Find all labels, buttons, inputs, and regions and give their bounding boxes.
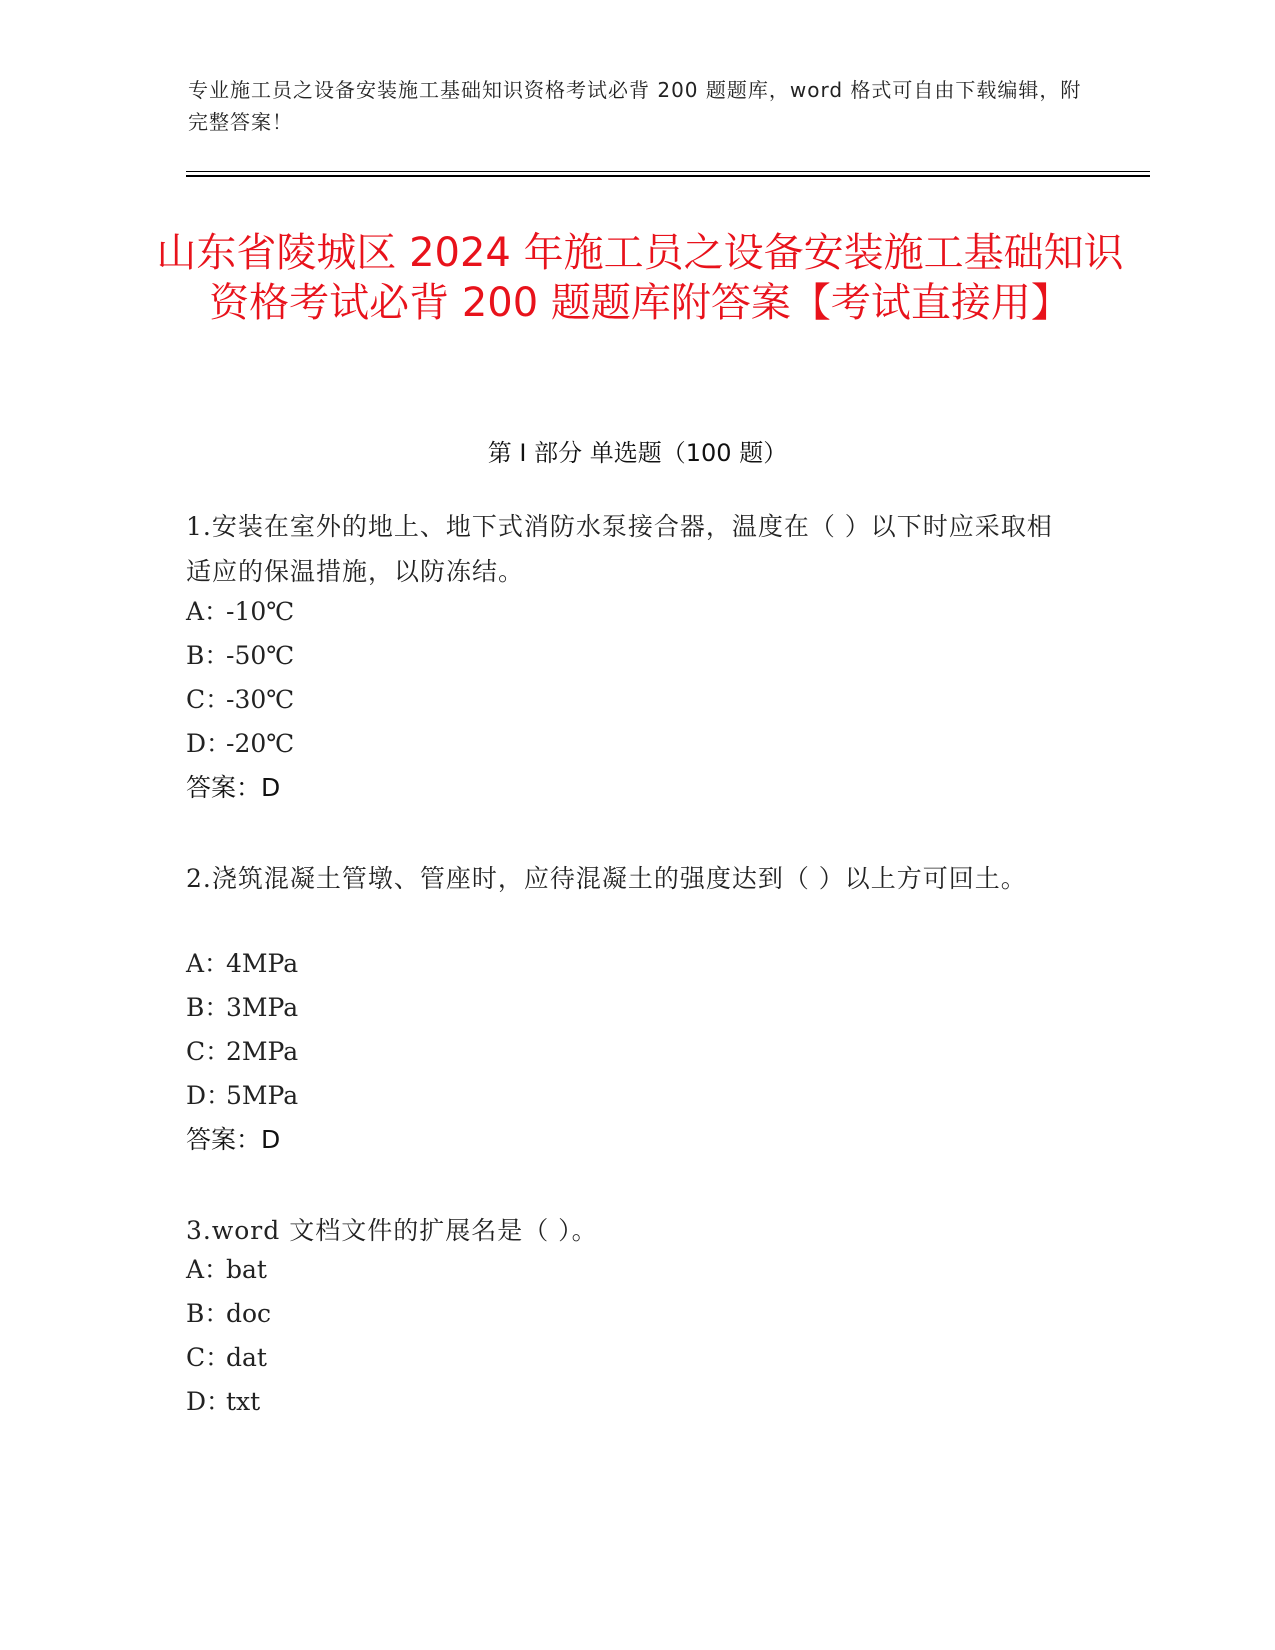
- question-1-answer: 答案：D: [186, 773, 281, 802]
- question-3-option-c: [186, 1342, 267, 1374]
- option-value: bat: [226, 1255, 267, 1284]
- header-rule-thick: [186, 175, 1150, 177]
- option-value: -30℃: [226, 685, 295, 714]
- option-value: -20℃: [226, 729, 295, 758]
- option-value: -50℃: [226, 641, 295, 670]
- option-key: B：: [186, 993, 230, 1022]
- header-note: 专业施工员之设备安装施工基础知识资格考试必背 200 题题库，word 格式可自由下载编辑，附完整答案！: [188, 78, 1082, 134]
- question-1-option-c: [186, 684, 294, 716]
- option-value: 2MPa: [226, 1037, 299, 1066]
- option-key: D：: [186, 1081, 232, 1110]
- document-title: 山东省陵城区 2024 年施工员之设备安装施工基础知识资格考试必背 200 题题库附答案【考试直接用】: [156, 230, 1124, 326]
- option-key: D：: [186, 729, 232, 758]
- question-3-text: 3.word 文档文件的扩展名是（ ）。: [186, 1216, 598, 1245]
- question-3-option-b: [186, 1298, 271, 1330]
- section-title: 第 I 部分 单选题（100 题）: [487, 439, 788, 467]
- question-1-text: 1.安装在室外的地上、地下式消防水泵接合器，温度在（ ）以下时应采取相适应的保温措施，以防冻结。: [186, 512, 1053, 586]
- question-1-option-b: [186, 640, 294, 672]
- question-2-option-c: [186, 1036, 298, 1068]
- question-2-option-d: [186, 1080, 298, 1112]
- question-2-option-b: [186, 992, 298, 1024]
- option-value: 4MPa: [226, 949, 299, 978]
- question-1-option-a: [186, 596, 294, 628]
- option-value: doc: [226, 1299, 272, 1328]
- option-key: D：: [186, 1387, 232, 1416]
- option-value: dat: [226, 1343, 267, 1372]
- option-key: C：: [186, 1037, 231, 1066]
- option-key: C：: [186, 685, 231, 714]
- question-2-text: 2.浇筑混凝土管墩、管座时，应待混凝土的强度达到（ ）以上方可回土。: [186, 864, 1027, 893]
- option-key: B：: [186, 1299, 230, 1328]
- option-value: -10℃: [226, 597, 295, 626]
- option-key: C：: [186, 1343, 231, 1372]
- option-value: txt: [226, 1387, 261, 1416]
- option-key: B：: [186, 641, 230, 670]
- question-2-option-a: [186, 948, 298, 980]
- option-key: A：: [186, 597, 230, 626]
- question-1-option-d: [186, 728, 294, 760]
- question-2-answer: 答案：D: [186, 1125, 281, 1154]
- question-3-option-d: [186, 1386, 260, 1418]
- question-3-option-a: [186, 1254, 267, 1286]
- option-key: A：: [186, 949, 230, 978]
- option-key: A：: [186, 1255, 230, 1284]
- option-value: 3MPa: [226, 993, 299, 1022]
- option-value: 5MPa: [226, 1081, 299, 1110]
- header-rule-thin: [186, 171, 1150, 172]
